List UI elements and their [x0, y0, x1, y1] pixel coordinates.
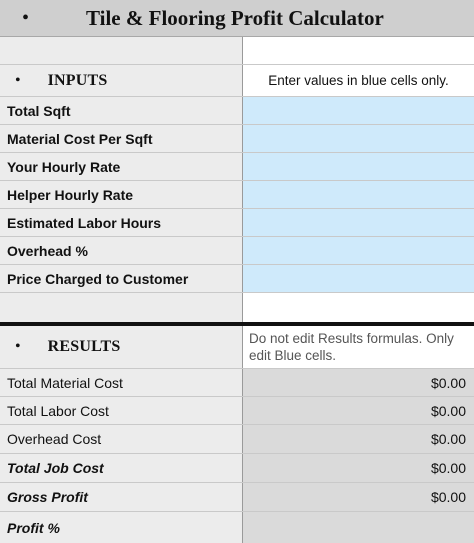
title-bar [0, 0, 474, 37]
result-row [0, 397, 474, 425]
result-row [0, 512, 474, 543]
results-note: Do not edit Results formulas. Only edit Blue cells. [249, 331, 454, 363]
result-label: Total Job Cost [7, 460, 104, 476]
input-value-cell[interactable] [242, 153, 474, 180]
inputs-bullet: • [15, 71, 21, 89]
result-label: Gross Profit [7, 489, 88, 505]
results-section-label: RESULTS [47, 338, 121, 355]
input-row [0, 181, 474, 209]
input-label: Your Hourly Rate [7, 158, 121, 175]
result-row [0, 483, 474, 512]
inputs-section-label: INPUTS [47, 71, 108, 89]
result-label-cell[interactable] [0, 397, 242, 424]
input-label: Material Cost Per Sqft [7, 130, 153, 147]
input-label-cell[interactable] [0, 125, 242, 152]
spacer-row [0, 293, 474, 322]
input-row [0, 153, 474, 181]
input-row [0, 209, 474, 237]
inputs-note: Enter values in blue cells only. [268, 73, 449, 88]
input-label-cell[interactable] [0, 153, 242, 180]
inputs-header-cell[interactable] [0, 65, 242, 96]
input-value-cell[interactable] [242, 125, 474, 152]
spacer-row [0, 37, 474, 65]
result-value-cell[interactable] [242, 369, 474, 396]
result-value: $0.00 [430, 374, 466, 391]
result-value: $0.00 [430, 489, 466, 505]
result-value: $0.00 [430, 431, 466, 447]
result-label-cell[interactable] [0, 512, 242, 543]
result-label: Overhead Cost [7, 431, 102, 447]
input-value-cell[interactable] [242, 97, 474, 124]
results-header-cell[interactable] [0, 326, 242, 368]
input-label: Estimated Labor Hours [7, 214, 162, 231]
input-value-cell[interactable] [242, 265, 474, 292]
page-title: Tile & Flooring Profit Calculator [86, 6, 384, 30]
result-label: Total Material Cost [7, 374, 123, 391]
results-section-header [0, 326, 474, 369]
result-value: $0.00 [430, 460, 466, 476]
input-label-cell[interactable] [0, 181, 242, 208]
spacer-label-cell[interactable] [0, 37, 242, 64]
result-value-cell[interactable] [242, 512, 474, 543]
result-row [0, 425, 474, 454]
input-label: Helper Hourly Rate [7, 186, 134, 203]
result-label-cell[interactable] [0, 369, 242, 396]
result-label: Total Labor Cost [7, 402, 109, 419]
result-label-cell[interactable] [0, 425, 242, 453]
result-value-cell[interactable] [242, 397, 474, 424]
input-row [0, 125, 474, 153]
spacer-value-cell[interactable] [242, 37, 474, 64]
input-label: Overhead % [7, 242, 88, 259]
input-value-cell[interactable] [242, 237, 474, 264]
result-value-cell[interactable] [242, 454, 474, 482]
inputs-section-header [0, 65, 474, 97]
result-value: $0.00 [430, 402, 466, 419]
result-label: Profit % [7, 519, 60, 536]
input-value-cell[interactable] [242, 209, 474, 236]
input-label-cell[interactable] [0, 265, 242, 292]
result-row [0, 369, 474, 397]
result-label-cell[interactable] [0, 454, 242, 482]
results-bullet: • [15, 338, 21, 355]
title-bullet: • [22, 7, 30, 29]
input-row [0, 265, 474, 293]
inputs-note-cell[interactable] [242, 65, 474, 96]
input-row [0, 237, 474, 265]
input-label-cell[interactable] [0, 237, 242, 264]
result-value-cell[interactable] [242, 483, 474, 511]
input-value-cell[interactable] [242, 181, 474, 208]
input-label: Price Charged to Customer [7, 270, 189, 287]
spacer-value-cell[interactable] [242, 293, 474, 322]
input-label: Total Sqft [7, 102, 71, 119]
result-value-cell[interactable] [242, 425, 474, 453]
input-label-cell[interactable] [0, 97, 242, 124]
input-row [0, 97, 474, 125]
result-row [0, 454, 474, 483]
result-label-cell[interactable] [0, 483, 242, 511]
input-label-cell[interactable] [0, 209, 242, 236]
spacer-label-cell[interactable] [0, 293, 242, 322]
results-note-cell[interactable] [242, 326, 474, 368]
